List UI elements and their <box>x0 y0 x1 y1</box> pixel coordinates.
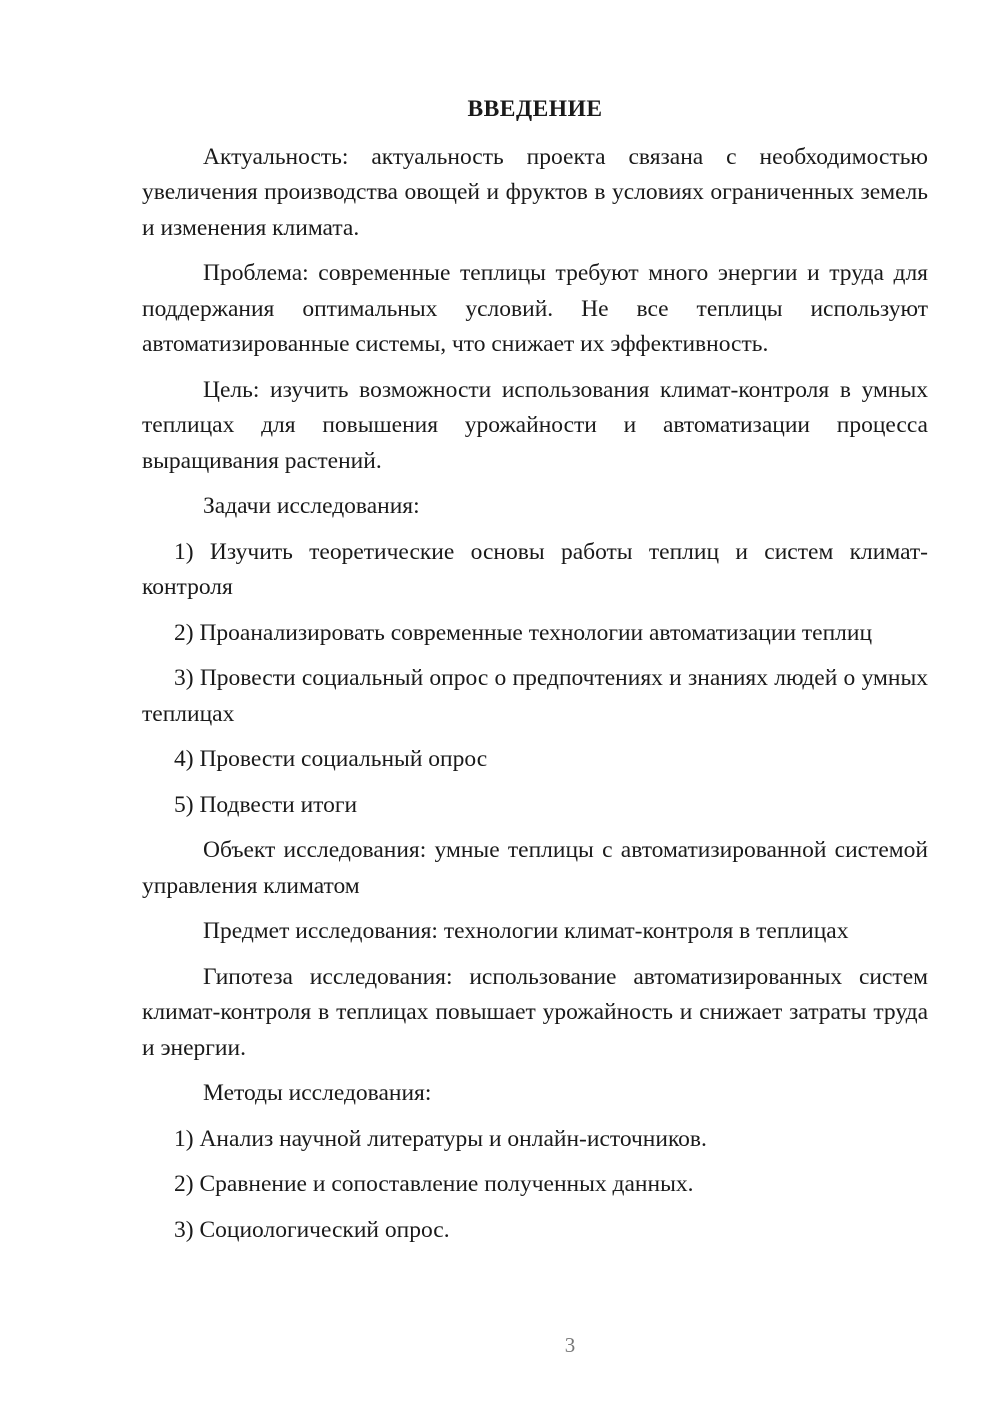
paragraph-relevance: Актуальность: актуальность проекта связана с необходимостью увеличения производства овощей и фруктов в условиях ограниченных земель и изменения климата. <box>142 143 928 241</box>
list-item: 3) Социологический опрос. <box>174 1216 450 1243</box>
list-item: 3) Провести социальный опрос о предпочтениях и знаниях людей о умных теплицах <box>142 665 928 727</box>
list-item: 1) Анализ научной литературы и онлайн-источников. <box>174 1125 707 1152</box>
page-content <box>142 92 928 1258</box>
paragraph-object: Объект исследования: умные теплицы с автоматизированной системой управления климатом <box>142 837 928 899</box>
list-item: 4) Провести социальный опрос <box>174 746 488 772</box>
tasks-heading: Задачи исследования: <box>203 493 420 519</box>
paragraph-hypothesis: Гипотеза исследования: использование автоматизированных систем климат-контроля в теплицах повышает урожайность и снижает затраты труда и энергии. <box>142 963 928 1061</box>
page-title: ВВЕДЕНИЕ <box>467 96 603 122</box>
paragraph-problem: Проблема: современные теплицы требуют много энергии и труда для поддержания оптимальных условий. Не все теплицы используют автоматизированные системы, что снижает их эффективность. <box>142 260 928 357</box>
list-item: 2) Сравнение и сопоставление полученных данных. <box>174 1171 694 1197</box>
list-item: 1) Изучить теоретические основы работы теплиц и систем климат-контроля <box>142 538 928 600</box>
methods-heading: Методы исследования: <box>203 1080 432 1106</box>
list-item: 2) Проанализировать современные технологии автоматизации теплиц <box>174 619 873 646</box>
page-number: 3 <box>564 1333 576 1357</box>
paragraph-goal: Цель: изучить возможности использования климат-контроля в умных теплицах для повышения урожайности и автоматизации процесса выращивания растений. <box>142 376 928 474</box>
paragraph-subject: Предмет исследования: технологии климат-контроля в теплицах <box>203 918 849 944</box>
list-item: 5) Подвести итоги <box>174 791 358 818</box>
